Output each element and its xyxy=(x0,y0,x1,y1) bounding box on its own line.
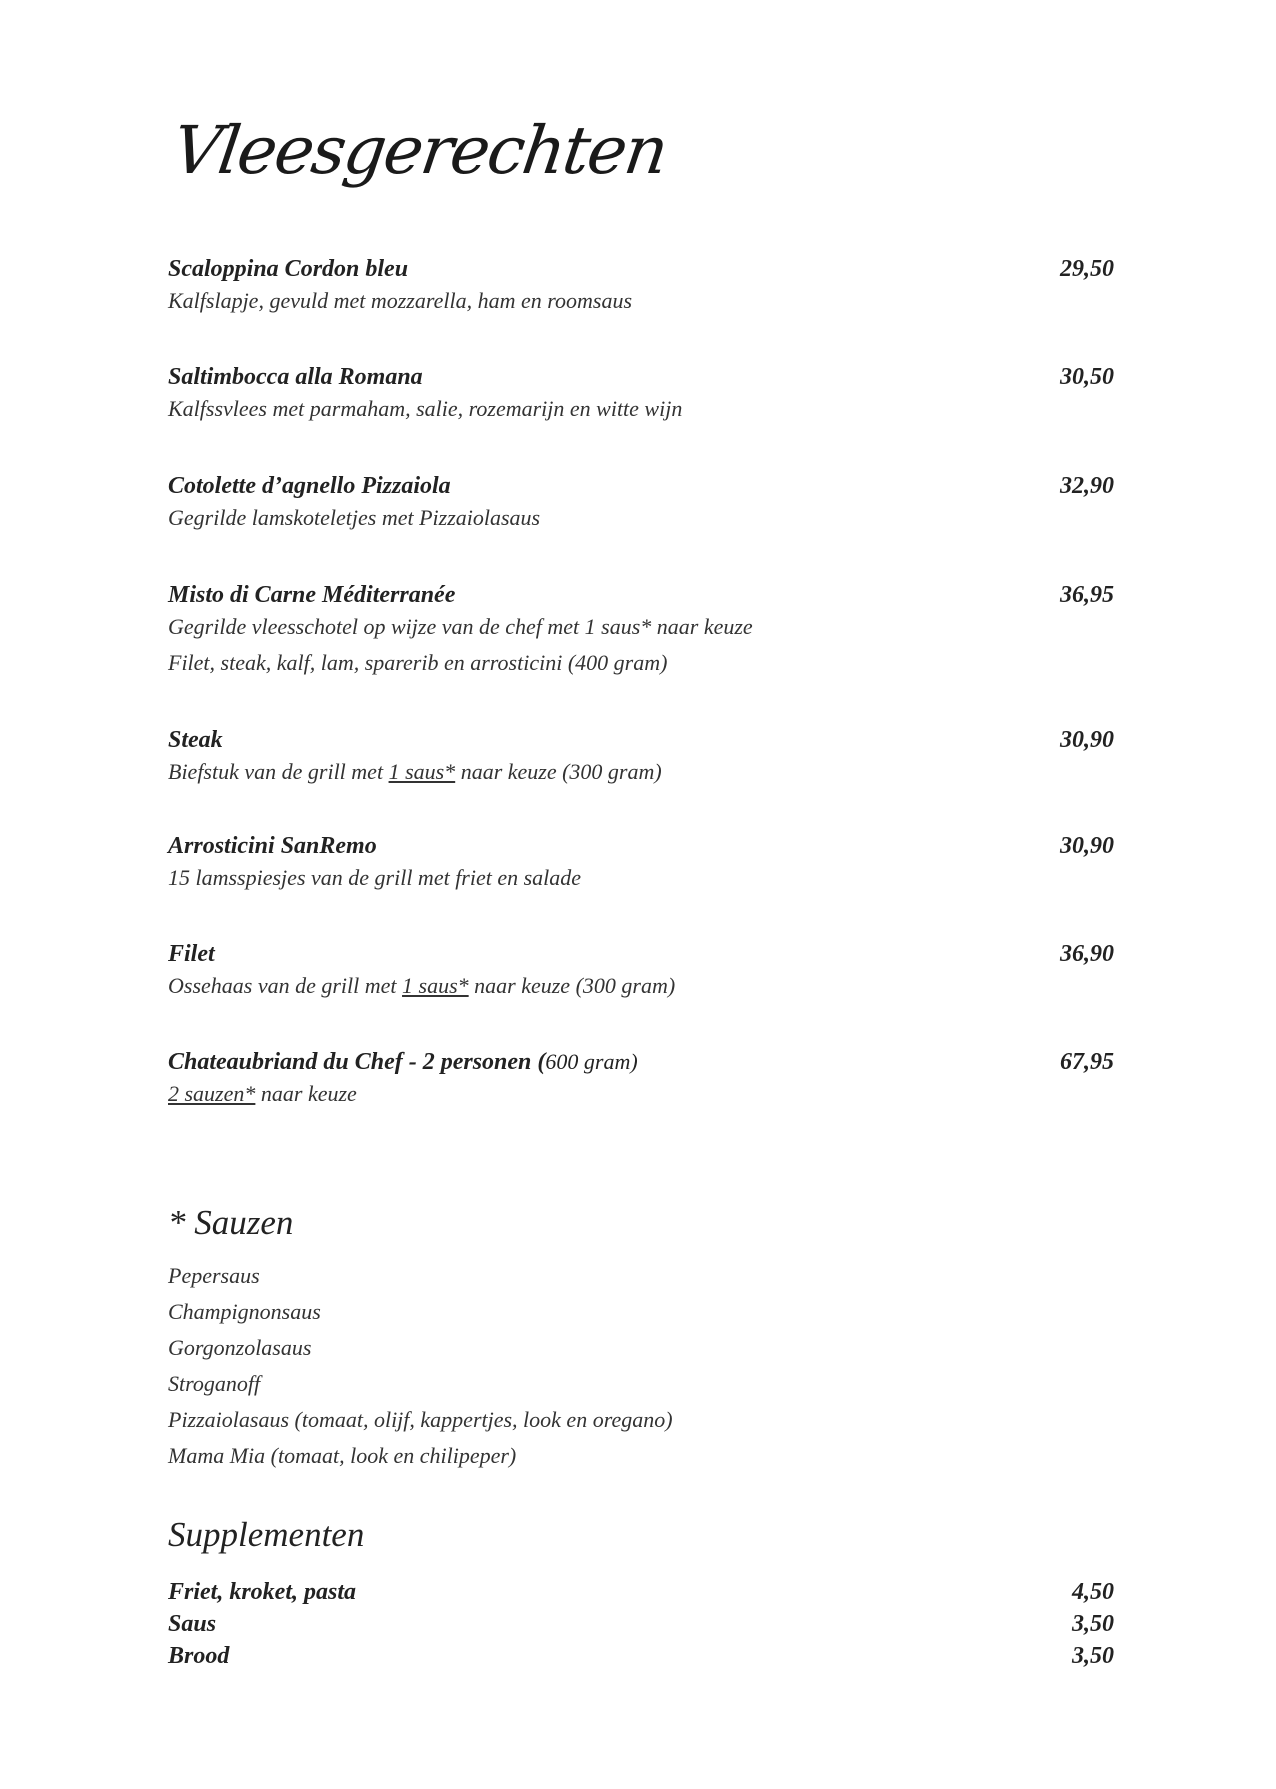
desc-text: naar keuze (300 gram) xyxy=(455,759,662,784)
dish-description xyxy=(168,1076,1114,1112)
dish-item xyxy=(168,1049,1114,1112)
desc-text: naar keuze xyxy=(255,1081,357,1106)
supplement-item xyxy=(168,1643,1114,1670)
dish-description: Gegrilde lamskoteletjes met Pizzaiolasaus xyxy=(168,505,541,530)
dish-description: Filet, steak, kalf, lam, sparerib en arrosticini (400 gram) xyxy=(168,650,668,675)
supplement-name: Friet, kroket, pasta xyxy=(168,1579,357,1605)
supplement-price: 3,50 xyxy=(1072,1643,1114,1669)
dish-name-text: Chateaubriand du Chef - 2 personen ( xyxy=(168,1049,546,1075)
sauce-item: Pepersaus xyxy=(168,1263,260,1288)
sauce-item: Stroganoff xyxy=(168,1371,261,1396)
dish-price: 30,50 xyxy=(1060,364,1114,390)
supplement-item xyxy=(168,1611,1114,1638)
dish-description xyxy=(168,754,1114,790)
dish-price: 30,90 xyxy=(1060,833,1114,859)
sauce-note: 2 sauzen* xyxy=(168,1081,256,1106)
supplement-name: Brood xyxy=(168,1643,230,1669)
supplement-item xyxy=(168,1579,1114,1606)
sauce-item: Mama Mia (tomaat, look en chilipeper) xyxy=(168,1443,517,1468)
desc-text: naar keuze (300 gram) xyxy=(468,973,676,998)
supplement-name: Saus xyxy=(168,1611,217,1637)
dish-price: 67,95 xyxy=(1060,1049,1114,1075)
dish-price: 30,90 xyxy=(1060,727,1114,753)
dish-description: Kalfslapje, gevuld met mozzarella, ham en roomsaus xyxy=(168,288,633,313)
page-title: Vleesgerechten xyxy=(168,112,672,189)
dish-description: 15 lamsspiesjes van de grill met friet en salade xyxy=(168,865,582,890)
dish-name: Cotolette d’agnello Pizzaiola xyxy=(168,473,451,499)
dish-description: Kalfssvlees met parmaham, salie, rozemarijn en witte wijn xyxy=(168,396,683,421)
supplement-price: 4,50 xyxy=(1072,1579,1114,1605)
dish-name xyxy=(168,1049,1114,1076)
dish-name: Scaloppina Cordon bleu xyxy=(168,256,409,282)
dish-name: Arrosticini SanRemo xyxy=(168,833,377,859)
dish-item xyxy=(168,582,1114,681)
dish-item xyxy=(168,833,1114,896)
sauce-note: 1 saus* xyxy=(402,973,469,998)
dish-item xyxy=(168,473,1114,536)
sauce-item: Pizzaiolasaus (tomaat, olijf, kappertjes, look en oregano) xyxy=(168,1407,673,1432)
dish-name: Filet xyxy=(168,941,215,967)
dish-price: 36,95 xyxy=(1060,582,1114,608)
sauces-heading: * Sauzen xyxy=(168,1203,294,1242)
supplements-heading: Supplementen xyxy=(168,1515,365,1554)
desc-text: Biefstuk van de grill met xyxy=(168,759,389,784)
sauce-item: Champignonsaus xyxy=(168,1299,321,1324)
supplement-price: 3,50 xyxy=(1072,1611,1114,1637)
sauce-item: Gorgonzolasaus xyxy=(168,1335,312,1360)
dish-item xyxy=(168,256,1114,319)
dish-item xyxy=(168,727,1114,790)
dish-price: 32,90 xyxy=(1060,473,1114,499)
dish-item xyxy=(168,941,1114,1004)
dish-description xyxy=(168,968,1114,1004)
dish-price: 36,90 xyxy=(1060,941,1114,967)
dish-name: Misto di Carne Méditerranée xyxy=(168,582,456,608)
dish-description: Gegrilde vleesschotel op wijze van de chef met 1 saus* naar keuze xyxy=(168,614,753,639)
dish-name: Steak xyxy=(168,727,223,753)
dish-weight: 600 gram) xyxy=(545,1049,638,1074)
dish-price: 29,50 xyxy=(1060,256,1114,282)
dish-item xyxy=(168,364,1114,427)
dish-name: Saltimbocca alla Romana xyxy=(168,364,423,390)
desc-text: Ossehaas van de grill met xyxy=(168,973,403,998)
sauce-note: 1 saus* xyxy=(388,759,456,784)
